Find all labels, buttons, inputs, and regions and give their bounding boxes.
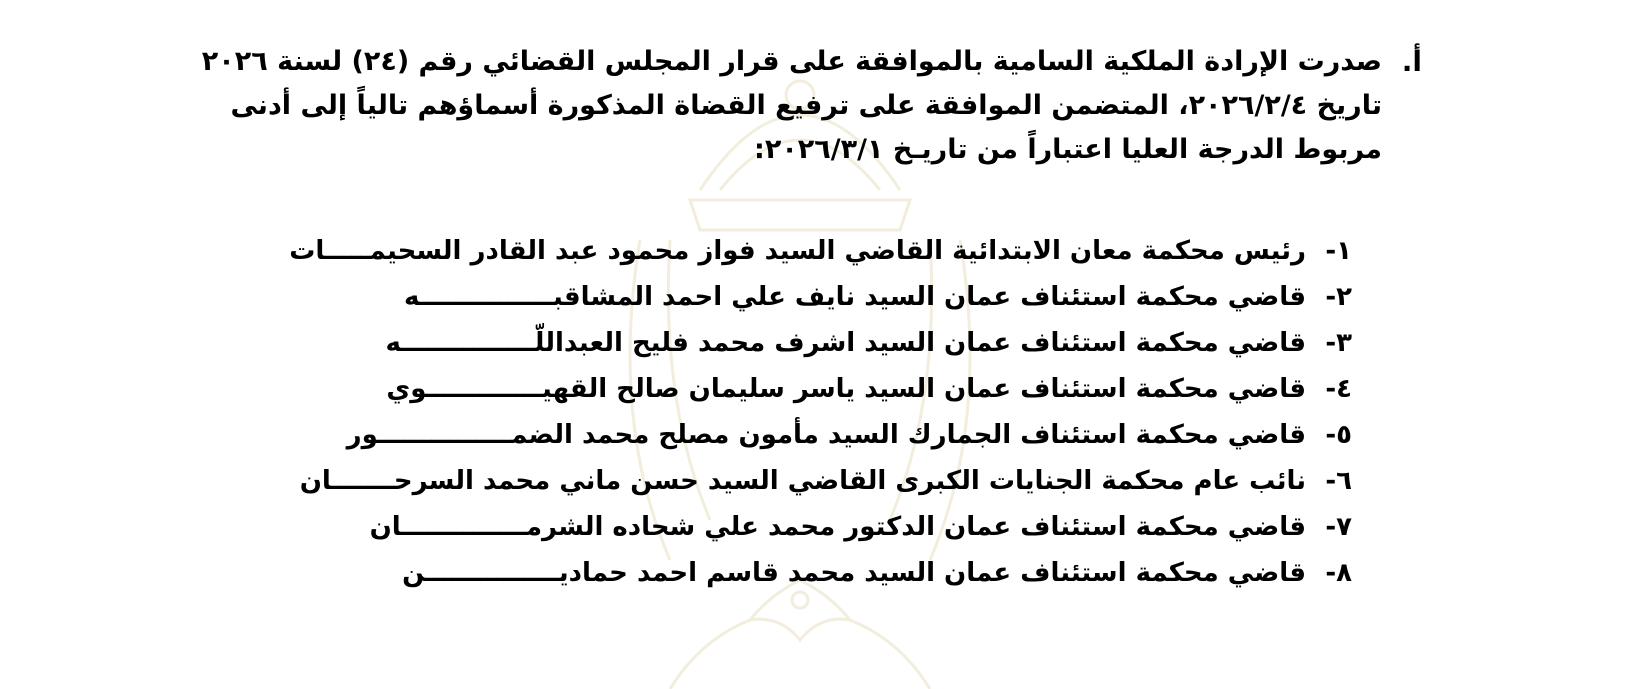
item-number: ٧- [1325,512,1352,542]
item-text: قاضي محكمة استئناف عمان السيد محمد قاسم احمد حماديـــــــــــــــن [402,558,1306,588]
list-item [272,412,1352,458]
item-text: قاضي محكمة استئناف عمان الدكتور محمد علي شحاده الشرمــــــــــــــان [369,512,1306,542]
item-text: قاضي محكمة استئناف الجمارك السيد مأمون مصلح محمد الضمـــــــــــــــور [346,420,1306,450]
item-text: رئيس محكمة معان الابتدائية القاضي السيد فواز محمود عبد القادر السحيمـــــات [289,236,1306,266]
item-text: قاضي محكمة استئناف عمان السيد اشرف محمد فليح العبداللّـــــــــــــــه [385,328,1306,358]
decision-line-2: تاريخ ٢٠٢٦/٢/٤، المتضمن الموافقة على ترفيع القضاة المذكورة أسماؤهم تالياً إلى أدنى [230,90,1382,121]
item-number: ١- [1325,236,1352,266]
promoted-judges-list [272,228,1352,596]
item-number: ٨- [1325,558,1352,588]
list-item [272,274,1352,320]
decision-paragraph [182,40,1382,172]
list-item [272,320,1352,366]
list-item [272,550,1352,596]
item-number: ٥- [1325,420,1352,450]
item-text: قاضي محكمة استئناف عمان السيد ياسر سليمان صالح القهيـــــــــــــوي [386,374,1306,404]
item-number: ٤- [1325,374,1352,404]
list-item [272,366,1352,412]
decision-line-3: مربوط الدرجة العليا اعتباراً من تاريـخ ٢٠٢٦/٣/١: [754,134,1382,165]
list-item [272,458,1352,504]
decision-line-1: صدرت الإرادة الملكية السامية بالموافقة على قرار المجلس القضائي رقم (٢٤) لسنة ٢٠٢٦ [201,46,1382,77]
list-item [272,228,1352,274]
item-number: ٣- [1325,328,1352,358]
item-number: ٦- [1325,466,1352,496]
item-text: نائب عام محكمة الجنايات الكبرى القاضي السيد حسن ماني محمد السرحـــــــان [299,466,1306,496]
list-item [272,504,1352,550]
decision-marker: أ. [1401,45,1422,78]
item-number: ٢- [1325,282,1352,312]
item-text: قاضي محكمة استئناف عمان السيد نايف علي احمد المشاقبـــــــــــــــه [403,282,1306,312]
